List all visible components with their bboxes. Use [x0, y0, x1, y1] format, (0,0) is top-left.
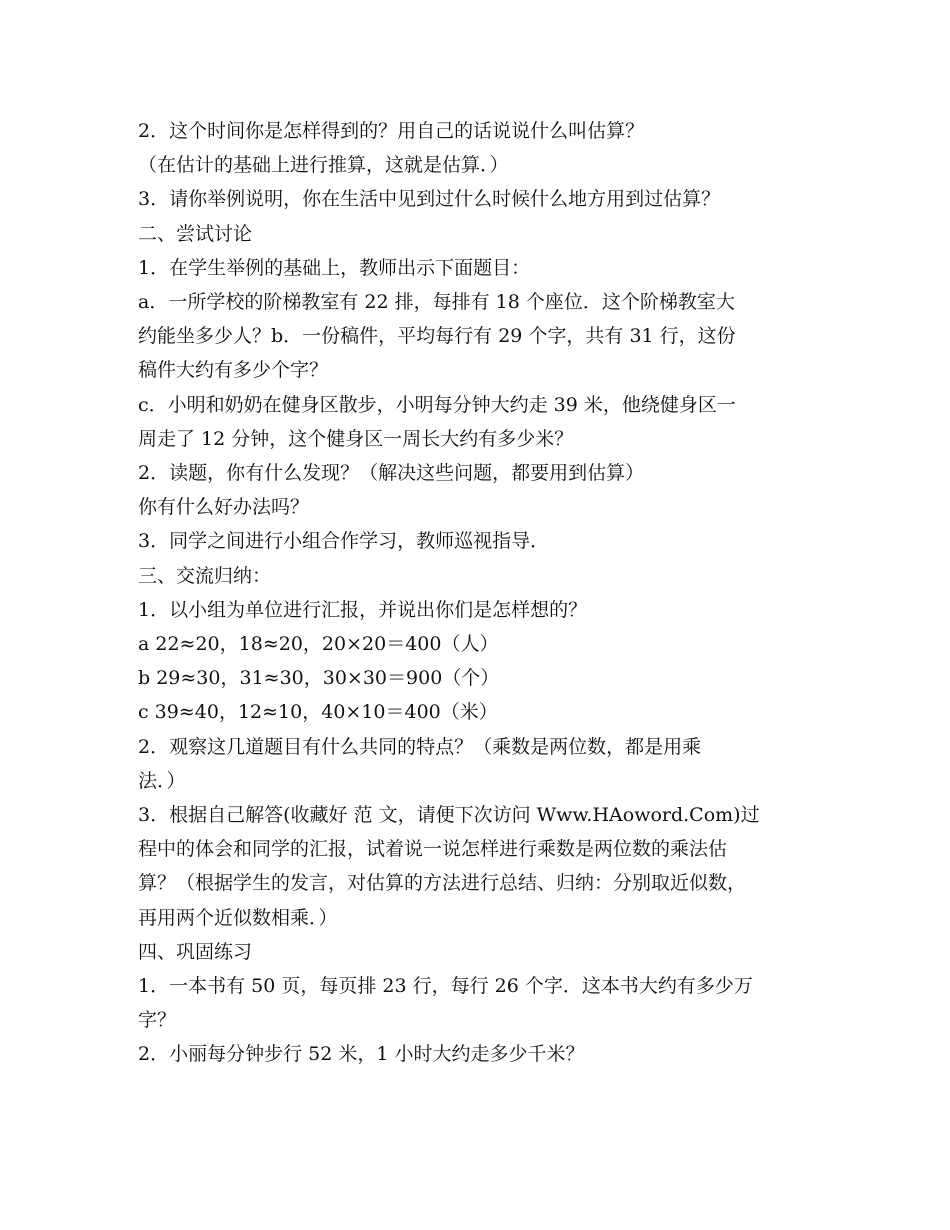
- text-line: 字？: [138, 1009, 177, 1032]
- text-line: c．小明和奶奶在健身区散步，小明每分钟大约走 39 米，他绕健身区一: [138, 393, 736, 416]
- text-line: 1．以小组为单位进行汇报，并说出你们是怎样想的？: [138, 598, 588, 621]
- section-heading: 二、尝试讨论: [138, 222, 253, 245]
- document-body: [138, 114, 828, 1072]
- text-line: c 39≈40，12≈10，40×10＝400（米）: [138, 701, 498, 724]
- text-line: 再用两个近似数相乘．）: [138, 906, 338, 929]
- section-heading: 三、交流归纳：: [138, 564, 272, 587]
- text-line: 你有什么好办法吗？: [138, 496, 310, 519]
- text-line: 1．在学生举例的基础上，教师出示下面题目：: [138, 256, 531, 279]
- text-line: 程中的体会和同学的汇报，试着说一说怎样进行乘数是两位数的乘法估: [138, 838, 728, 861]
- text-line: 3．根据自己解答(收藏好 范 文，请便下次访问 Www.HAoword.Com)过: [138, 804, 760, 827]
- text-line: 2．这个时间你是怎样得到的？用自己的话说说什么叫估算？: [138, 120, 645, 142]
- text-line: 稿件大约有多少个字？: [138, 359, 329, 382]
- text-line: 法．）: [138, 769, 186, 792]
- section-heading: 四、巩固练习: [138, 940, 253, 963]
- text-line: 2．观察这几道题目有什么共同的特点？（乘数是两位数，都是用乘: [138, 735, 702, 758]
- text-line: a．一所学校的阶梯教室有 22 排，每排有 18 个座位．这个阶梯教室大: [138, 291, 735, 314]
- text-line: 1．一本书有 50 页，每页排 23 行，每行 26 个字．这本书大约有多少万: [138, 975, 753, 998]
- text-line: 算？（根据学生的发言，对估算的方法进行总结、归纳：分别取近似数，: [138, 872, 747, 895]
- text-line: 2．小丽每分钟步行 52 米，1 小时大约走多少千米？: [138, 1043, 585, 1066]
- text-line: 周走了 12 分钟，这个健身区一周长大约有多少米？: [138, 427, 574, 450]
- text-line: b 29≈30，31≈30，30×30＝900（个）: [138, 667, 500, 690]
- text-line: （在估计的基础上进行推算，这就是估算．）: [138, 154, 509, 177]
- text-line: 2．读题，你有什么发现？（解决这些问题，都要用到估算）: [138, 462, 645, 485]
- text-line: 约能坐多少人？b．一份稿件，平均每行有 29 个字，共有 31 行，这份: [138, 325, 736, 348]
- text-line: 3．请你举例说明，你在生活中见到过什么时候什么地方用到过估算？: [138, 188, 721, 211]
- text-line: a 22≈20，18≈20，20×20＝400（人）: [138, 633, 499, 656]
- text-line: 3．同学之间进行小组合作学习，教师巡视指导．: [138, 530, 550, 553]
